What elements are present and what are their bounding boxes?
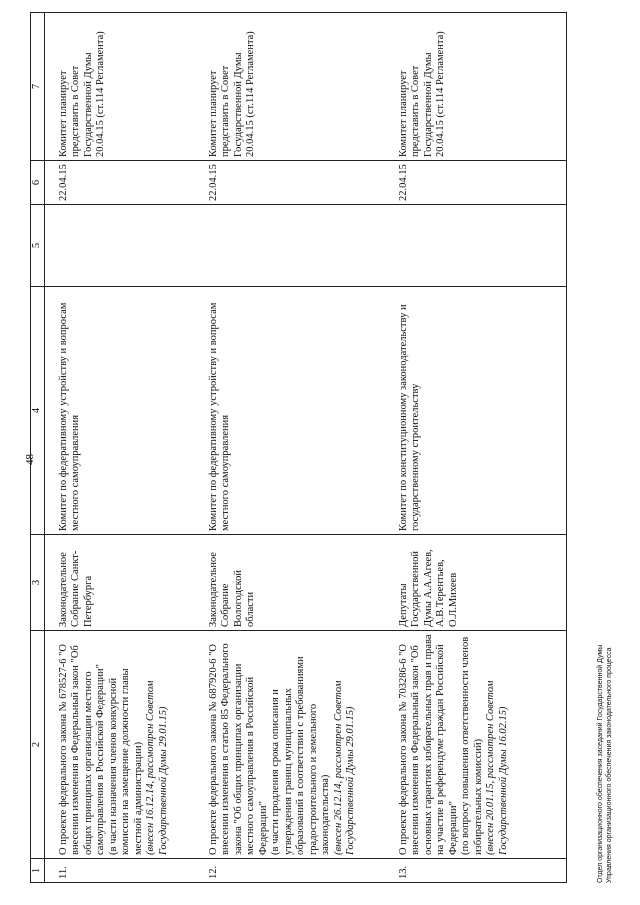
row-number: 13. <box>397 859 567 883</box>
note-cell: Комитет планирует представить в Совет Государственной Думы 20.04.15 (ст.114 Регламента) <box>397 13 567 161</box>
bill-subject: (по вопросу повышения ответственности членов избирательных комиссий) <box>460 636 484 855</box>
note-cell: Комитет планирует представить в Совет Государственной Думы 20.04.15 (ст.114 Регламента) <box>207 13 397 161</box>
col5-cell <box>207 205 397 287</box>
date-cell: 22.04.15 <box>397 161 567 205</box>
col-header-1: 1 <box>31 859 45 883</box>
bill-title: О проекте федерального закона № 678527-6 "О внесении изменения в Федеральный закон "Об общих принципах организации местного самоуправления в Российской Федерации" <box>57 643 106 855</box>
responsible-committee: Комитет по федеративному устройству и вопросам местного самоуправления <box>207 287 397 535</box>
col-header-4: 4 <box>31 287 45 535</box>
responsible-committee: Комитет по федеративному устройству и вопросам местного самоуправления <box>57 287 207 535</box>
table-row <box>397 13 567 883</box>
page-number: 48 <box>24 454 36 465</box>
bill-author: Законодательное Собрание Санкт-Петербурга <box>57 535 207 631</box>
col-header-5: 5 <box>31 205 45 287</box>
bill-description <box>397 631 567 859</box>
bill-description <box>57 631 207 859</box>
table-row <box>57 13 207 883</box>
row-number: 12. <box>207 859 397 883</box>
col-header-7: 7 <box>31 13 45 161</box>
bill-meta: (внесен 26.12.14, рассмотрен Советом Государственной Думы 29.01.15) <box>332 680 356 855</box>
col5-cell <box>57 205 207 287</box>
bill-subject: (в части продления срока описания и утверждения границ муниципальных образований в соответствии с требованиями градостроительного и земельного законодательства) <box>270 656 331 855</box>
bill-subject: (в части назначения членов конкурсной комиссии на замещение должности главы местной администрации) <box>107 668 144 855</box>
bill-description <box>207 631 397 859</box>
date-cell: 22.04.15 <box>57 161 207 205</box>
col-header-2: 2 <box>31 631 45 859</box>
col5-cell <box>397 205 567 287</box>
header-row <box>31 13 45 883</box>
note-cell: Комитет планирует представить в Совет Государственной Думы 20.04.15 (ст.114 Регламента) <box>57 13 207 161</box>
footer-department: Отдел организационного обеспечения заседаний Государственной Думы <box>597 644 604 883</box>
responsible-committee: Комитет по конституционному законодательству и государственному строительству <box>397 287 567 535</box>
bill-author: Депутаты Государственной Думы А.А.Агеев, А.В.Терентьев, О.Л.Михеев <box>397 535 567 631</box>
page-footer <box>596 645 614 883</box>
bill-meta: (внесен 16.12.14, рассмотрен Советом Государственной Думы 29.01.15) <box>145 680 169 855</box>
col-header-3: 3 <box>31 535 45 631</box>
footer-directorate: Управления организационного обеспечения законодательного процесса <box>606 647 613 883</box>
bill-title: О проекте федерального закона № 703286-6 "О внесении изменения в Федеральный закон "Об основных гарантиях избирательных прав и права на участие в референдуме граждан Российской Федерации" <box>397 634 459 855</box>
date-cell: 22.04.15 <box>207 161 397 205</box>
bill-author: Законодательное Собрание Вологодской области <box>207 535 397 631</box>
row-number: 11. <box>57 859 207 883</box>
col-header-6: 6 <box>31 161 45 205</box>
bill-meta: (внесен 20.01.15, рассмотрен Советом Государственной Думы 16.02.15) <box>485 680 509 855</box>
table-row <box>207 13 397 883</box>
legislation-table <box>30 12 567 883</box>
bill-title: О проекте федерального закона № 687920-6 "О внесении изменения в статью 85 Федерального закона "Об общих принципах организации местного самоуправления в Российской Федерации" <box>207 643 269 855</box>
